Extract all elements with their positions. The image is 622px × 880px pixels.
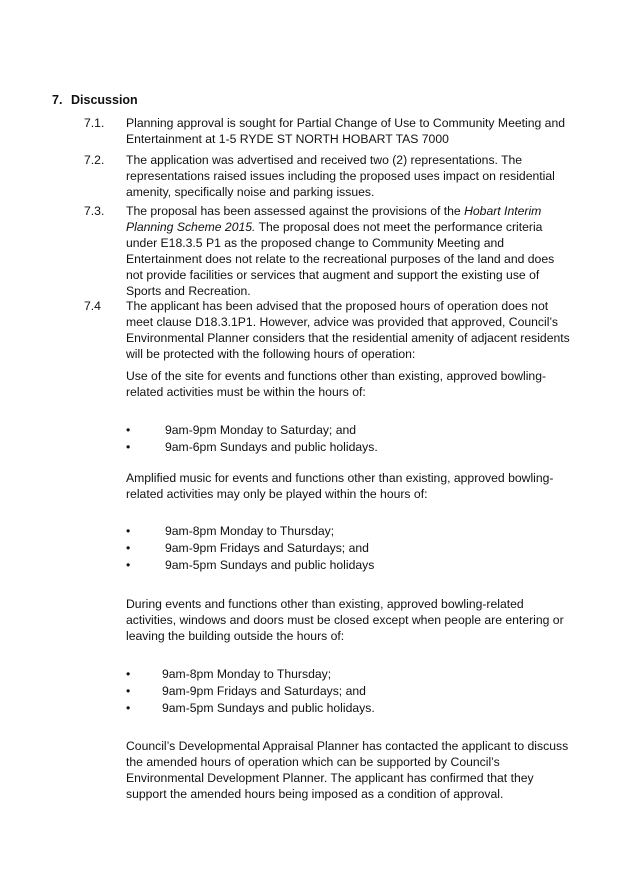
hours-list-music (126, 523, 566, 574)
paragraph-windows-doors: During events and functions other than existing, approved bowling-related activities, windows and doors must be closed except when people are entering or leaving the building outside the hours of: (126, 597, 564, 643)
bullet: • (126, 423, 131, 437)
list-item: • 9am-5pm Sundays and public holidays. (126, 701, 375, 715)
bullet: • (126, 558, 131, 572)
item-number: 7.2. (84, 153, 105, 167)
bullet: • (126, 524, 131, 538)
section-heading (52, 92, 138, 108)
paragraph-use-of-site: Use of the site for events and functions other than existing, approved bowling-related activities must be within the hours of: (126, 369, 547, 399)
list-item: • 9am-9pm Fridays and Saturdays; and (126, 541, 369, 555)
paragraph-conclusion: Council’s Developmental Appraisal Planner has contacted the applicant to discuss the amended hours of operation which can be supported by Council’s Environmental Development Planner. The applicant has confirmed that they support the amended hours being imposed as a condition of approval. (126, 739, 569, 801)
bullet: • (126, 701, 131, 715)
item-text-start: The proposal has been assessed against the provisions of the (126, 204, 465, 218)
item-text (126, 203, 570, 299)
bullet: • (126, 684, 131, 698)
list-item: • 9am-9pm Fridays and Saturdays; and (126, 684, 366, 698)
item-number: 7.3. (84, 204, 105, 218)
scheme-name: Hobart Interim Planning Scheme 2015. (126, 204, 542, 234)
item-number: 7.1. (84, 116, 105, 130)
item-number: 7.4 (84, 299, 101, 313)
bullet: • (126, 541, 131, 555)
list-item: • 9am-6pm Sundays and public holidays. (126, 440, 378, 454)
hours-list-windows (126, 666, 566, 717)
bullet: • (126, 667, 131, 681)
item-text: The application was advertised and received two (2) representations. The representations raised issues including the proposed uses impact on residential amenity, specifically noise and parking issues. (126, 153, 555, 199)
paragraph-amplified-music: Amplified music for events and functions other than existing, approved bowling-related activities may only be played within the hours of: (126, 471, 554, 501)
item-text: Planning approval is sought for Partial Change of Use to Community Meeting and Entertainment at 1-5 RYDE ST NORTH HOBART TAS 7000 (126, 116, 565, 146)
list-item: • 9am-8pm Monday to Thursday; (126, 667, 332, 681)
bullet: • (126, 440, 131, 454)
item-text-end: The proposal does not meet the performance criteria under E18.3.5 P1 as the proposed change to Community Meeting and Entertainment does not relate to the recreational purposes of the land and does not provide facilities or services that augment and support the existing use of Sports and Recreation. (126, 220, 555, 298)
hours-list-use (126, 422, 566, 456)
list-item: • 9am-9pm Monday to Saturday; and (126, 423, 357, 437)
section-number: 7. (52, 93, 63, 107)
list-item: • 9am-5pm Sundays and public holidays (126, 558, 375, 572)
section-title: Discussion (71, 93, 138, 107)
item-text: The applicant has been advised that the proposed hours of operation does not meet clause D18.3.1P1. However, advice was provided that approved, Council’s Environmental Planner considers that the residential amenity of adjacent residents will be protected with the following hours of operation: (126, 299, 570, 361)
list-item: • 9am-8pm Monday to Thursday; (126, 524, 335, 538)
